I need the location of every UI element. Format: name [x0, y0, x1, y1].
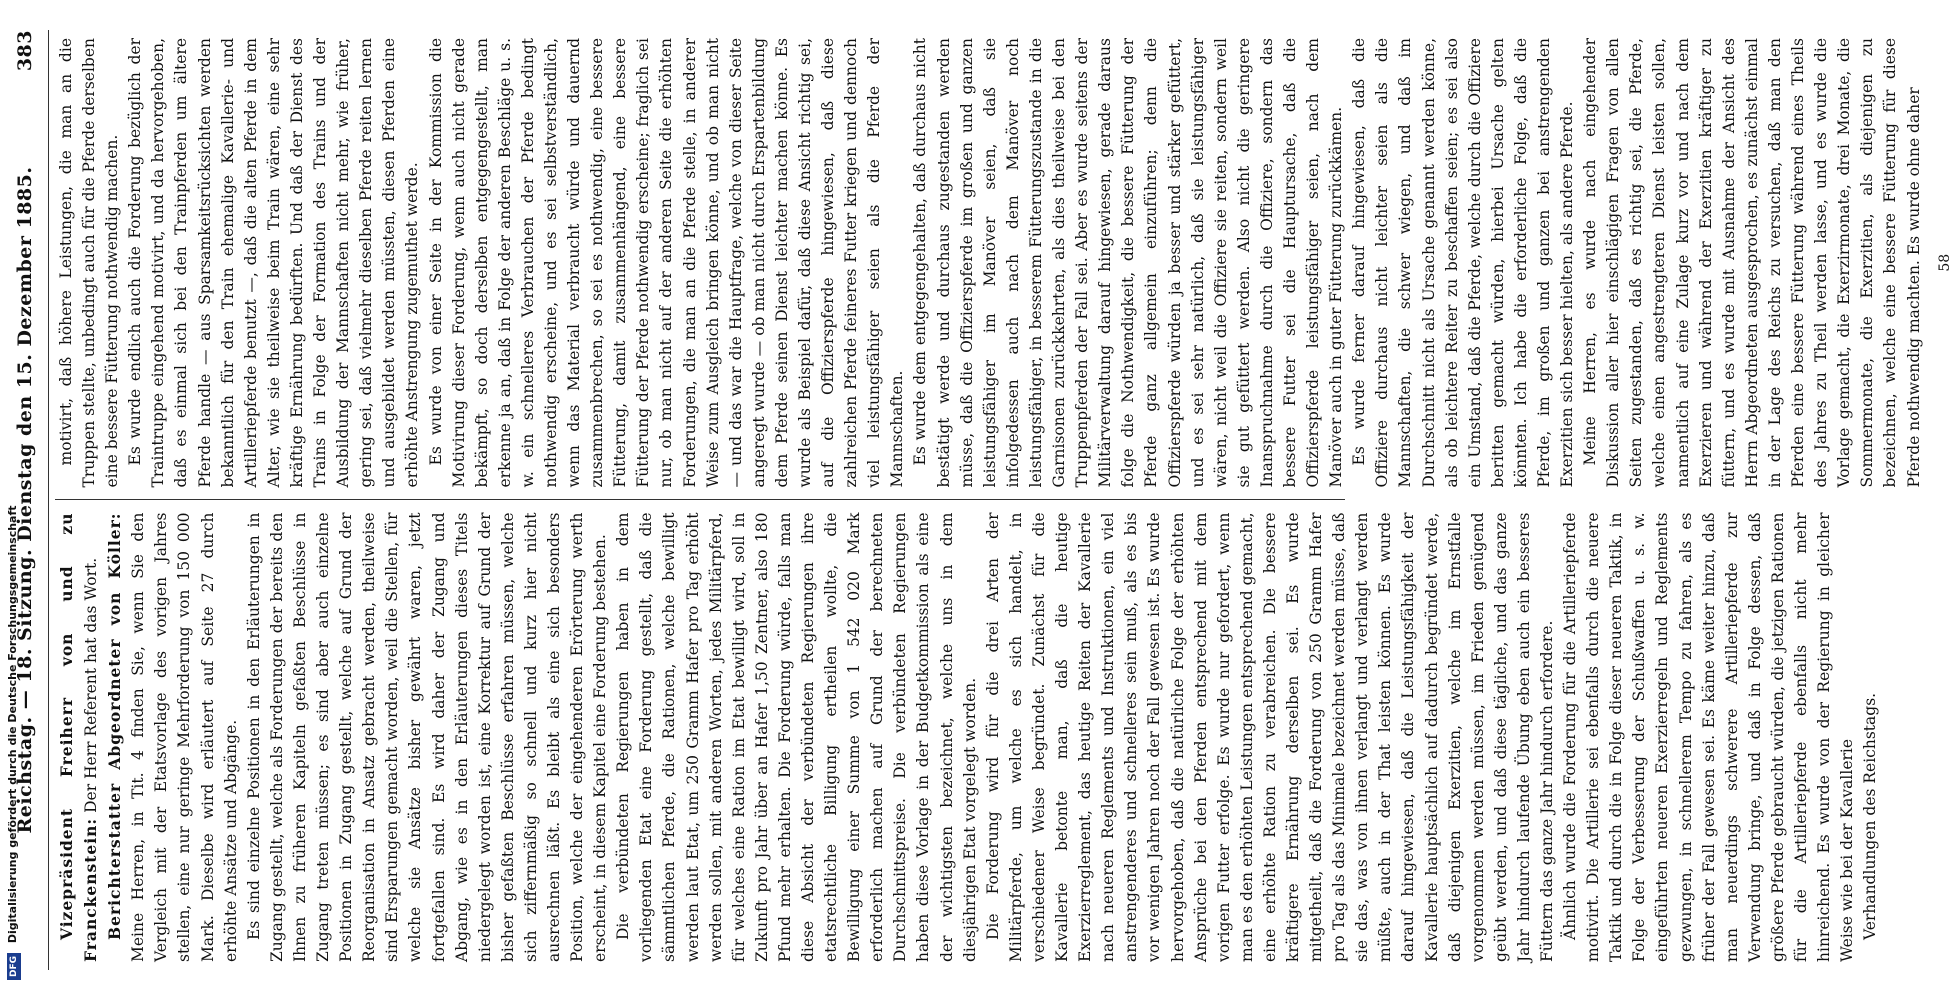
paragraph: [425, 38, 910, 488]
paragraph: [1348, 38, 1579, 488]
text-columns: [55, 30, 1953, 970]
speaker-name: Vizepräsident Freiherr von und zu Franckenstein:: [57, 512, 101, 962]
right-column: [55, 505, 1880, 971]
paragraph: [612, 513, 982, 963]
dfg-logo: DFG: [7, 953, 21, 980]
paragraph-text: Meine Herren, es wurde nach eingehender Diskussion aller hier einschlägigen Fragen von allen Seiten zugestanden, daß es richtig sei, die Pferde, welche einen angestrengteren Dienst leisten sollen, namentlich auf eine Zulage kurz vor und nach dem Exerzieren und während der Exerzitien kräftiger zu füttern, und es wurde mit Ausnahme der Ansicht des Herrn Abgeordneten ausgesprochen, es zunächst einmal in der Lage des Reichs zu versuchen, daß man den Pferden eine bessere Fütterung während eines Theils des Jahres zu Theil werden lasse, und es wurde die Vorlage gemacht, die Exerzirmonate, drei Monate, die Sommermonate, die Exerzitien, als diejenigen zu bezeichnen, welche eine bessere Fütterung für diese Pferde nothwendig machten. Es wurde ohne daher: [1581, 38, 1923, 488]
paragraph-text: Es wurde von einer Seite in der Kommission die Motivirung dieser Forderung, wenn auch nicht gerade bekämpft, so doch derselben entgegengestellt, man erkenne ja an, daß in Folge der anderen Beschläge u. s. w. ein schnelleres Verbrauchen der Pferde bedingt nothwendig erscheine, und es sei selbstverständlich, wenn das Material verbraucht würde und dauernd zusammenbrechen, so sei es nothwendig, eine bessere Fütterung, damit zusammenhängend, eine bessere Fütterung der Pferde nothwendig erscheine; fraglich sei nur, ob man nicht auf der anderen Seite die erhöhten Forderungen, die man an die Pferde stelle, in anderer Weise zum Ausgleich bringen könne, und ob man nicht — und das war die Hauptfrage, welche von dieser Seite angeregt wurde — ob man nicht durch Erspartenbildung dem Pferde seinen Dienst leichter machen könne. Es wurde als Beispiel dafür, daß diese Ansicht richtig sei, auf die Offizierspferde hingewiesen, daß diese zahlreichen Pferde feineres Futter kriegen und dennoch viel leistungsfähiger seien als die Pferde der Mannschaften.: [426, 38, 907, 488]
paragraph: [103, 513, 243, 963]
page-foot-number: 58: [1936, 253, 1953, 272]
paragraph: [982, 513, 1559, 963]
paragraph-text: Die verbündeten Regierungen haben in dem vorliegenden Etat eine Forderung gestellt, daß die sämmtlichen Pferde, die Rationen, welche bewilligt werden laut Etat, um 250 Gramm Hafer pro Tag erhöht werden sollen, mit anderen Worten, jedes Militärpferd, für welches eine Ration im Etat bewilligt wird, soll in Zukunft pro Jahr über an Hafer 1,50 Zentner, also 180 Pfund mehr erhalten. Die Forderung würde, falls man diese Absicht der verbündeten Regierungen ihre etatsrechtliche Billigung ertheilen wollte, die Bewilligung einer Summe von 1 542 020 Mark erforderlich machen auf Grund der berechneten Durchschnittspreise. Die verbündeten Regierungen haben diese Vorlage in der Budgetkommission als eine der wichtigsten bezeichnet, welche uns in dem diesjährigen Etat vorgelegt worden.: [614, 512, 979, 962]
paragraph-text: Der Herr Referent hat das Wort.: [82, 557, 101, 813]
paragraph: [243, 513, 613, 963]
paragraph-text: Es wurde ferner darauf hingewiesen, daß die Offiziere durchaus nicht leichter seien als die Mannschaften, die schwer wiegen, und daß im Durchschnitt nicht als Ursache genannt werden könne, als ob leichtere Reiter zu beschaffen seien; es sei also ein Umstand, daß die Pferde, welche durch die Offiziere beritten gemacht würden, hierbei Ursache gelten könnten. Ich habe die erforderliche Folge, daß die Pferde, im großen und ganzen bei anstrengenden Exerzitien sich besser hielten, als andere Pferde.: [1350, 38, 1577, 488]
paragraph-text: Es wurde dem entgegengehalten, daß durchaus nicht bestätigt werde und durchaus zugestanden werden müsse, daß die Offizierspferde im großen und ganzen leistungsfähiger im Manöver seien, daß sie infolgedessen auch nach dem Manöver noch leistungsfähiger, in besserem Fütterungszustande in die Garnisonen zurückkehrten, als dies theilweise bei den Truppenpferden der Fall sei. Aber es wurde seitens der Militärverwaltung darauf hingewiesen, gerade daraus folge die Nothwendigkeit, die bessere Fütterung der Pferde ganz allgemein einzuführen; denn die Offizierspferde würden ja besser und stärker gefüttert, und es sei sehr natürlich, daß sie leistungsfähiger wären, nicht weil die Offiziere sie reiten, sondern weil sie gut gefüttert werden. Also nicht die geringere Inanspruchnahme durch die Offiziere, sondern das bessere Futter sei die Hauptursache, daß die Offizierspferde leistungsfähiger seien, nach dem Manöver auch in guter Fütterung zurückkämen.: [911, 38, 1346, 488]
paragraph-text: Verhandlungen des Reichstags.: [1861, 692, 1880, 940]
paragraph-text: Es sind einzelne Positionen in den Erläuterungen in Zugang gestellt, welche als Forderungen der bereits den Ihnen zu früheren Kapiteln gefaßten Beschlüsse in Zugang treten müssen; es sind aber auch einzelne Positionen in Zugang gestellt, welche auf Grund der Reorganisation in Ansatz gebracht werden, theilweise sind Ersparungen gemacht worden, weil die Stellen, für welche sie Ansätze bisher gewährt waren, jetzt fortgefallen sind. Es wird daher der Zugang und Abgang, wie es in den Erläuterungen dieses Titels niedergelegt worden ist, eine Korrektur auf Grund der bisher gefaßten Beschlüsse erfahren müssen, welche sich ziffernmäßig so schnell und kurz hier nicht ausrechnen läßt. Es bleibt als eine sich besonders Position, welche der eingehenderen Erörterung werth erscheint, in diesem Kapitel eine Forderung bestehen.: [244, 512, 610, 962]
paragraph: [1559, 513, 1859, 963]
page-header: [14, 30, 49, 970]
paragraph: [55, 38, 124, 488]
paragraph-text: motivirt, daß höhere Leistungen, die man an die Truppen stellte, unbedingt auch für die Pferde derselben eine bessere Fütterung nothwendig machen.: [57, 38, 122, 488]
paragraph: [909, 38, 1348, 488]
paragraph: [55, 513, 103, 963]
paragraph: [1579, 38, 1925, 488]
speaker-name: Berichterstatter Abgeordneter von Köller:: [105, 512, 125, 940]
paragraph-text: Die Forderung wird für die drei Arten der Militärpferde, um welche es sich handelt, in verschiedener Weise begründet. Zunächst für die Kavallerie betonte man, daß die heutige Exerzierreglement, das heutige Reiten der Kavallerie nach neueren Reglements und Instruktionen, ein viel anstrengenderes und schnelleres sein muß, als es bis vor wenigen Jahren noch der Fall gewesen ist. Es wurde hervorgehoben, daß die natürliche Folge der erhöhten Ansprüche bei den Pferden entsprechend mit dem vorigen Futter erfolge. Es wurde nur gefordert, wenn man es den erhöhten Leistungen entsprechend gemacht, eine erhöhte Ration zu verabreichen. Die bessere kräftigere Ernährung derselben sei. Es wurde mitgetheilt, daß die Forderung von 250 Gramm Hafer pro Tag als das Minimale bezeichnet werden müsse, daß sie das, was von ihnen verlangt und verlangt werden müßte, auch in der That leisten können. Es wurde darauf hingewiesen, daß die Leistungsfähigkeit der Kavallerie hauptsächlich auf dadurch begründet werde, daß diejenigen Exerzitien, welche im Ernstfalle vorgenommen werden müssen, im Frieden genügend geübt werden, und daß diese tägliche, und das ganze Jahr hindurch laufende Übung eben auch ein besseres Füttern das ganze Jahr hindurch erfordere.: [983, 512, 1556, 962]
page-title: Reichstag. — 18. Sitzung. Dienstag den 15. Dezember 1885.: [14, 166, 36, 834]
paragraph: [1859, 513, 1882, 963]
paragraph-text: Meine Herren, in Tit. 4 finden Sie, wenn Sie den Vergleich mit der Etatsvorlage des vorigen Jahres stellen, eine nur geringe Mehrforderung von 150 000 Mark. Dieselbe wird erläutert auf Seite 27 durch erhöhte Ansätze und Abgänge.: [129, 512, 240, 962]
column-divider: [55, 500, 1345, 501]
left-column: [55, 30, 1953, 496]
page-number: 383: [14, 30, 36, 72]
paragraph-text: Ähnlich wurde die Forderung für die Artilleriepferde motivirt. Die Artillerie sei ebenfalls durch die neuere Taktik und durch die in Folge dieser neueren Taktik, in Folge der Verbesserung der Schußwaffen u. s. w. eingeführten neueren Exerzierregeln und Reglements gezwungen, in schnellerem Tempo zu fahren, als es früher der Fall gewesen sei. Es käme weiter hinzu, daß man neuerdings schwerere Artilleriepferde zur Verwendung bringe, und daß in Folge dessen, daß größere Pferde gebraucht würden, die jetzigen Rationen für die Artilleriepferde ebenfalls nicht mehr hinreichend. Es wurde von der Regierung in gleicher Weise wie bei der Kavallerie: [1561, 512, 1857, 962]
paragraph: [124, 38, 424, 488]
digitization-credit-text: Digitalisierung gefördert durch die Deutsche Forschungsgemeinschaft: [6, 505, 19, 944]
paragraph-text: Es wurde endlich auch die Forderung bezüglich der Traintruppe eingehend motivirt, und da hervorgehoben, daß es einmal sich bei den Trainpferden um ältere Pferde handle — aus Sparsamkeitsrücksichten werden bekanntlich für den Train ehemalige Kavallerie- und Artilleriepferde benutzt —, daß die alten Pferde in dem Alter, wie sie theilweise beim Train wären, eine sehr kräftige Ernährung bedürften. Und daß der Dienst des Trains in Folge der Formation des Trains und der Ausbildung der Mannschaften nicht mehr, wie früher, gering sei, daß vielmehr dieselben Pferde reiten lernen und ausgebildet werden müssten, diesen Pferden eine erhöhte Anstrengung zugemuthet werde.: [126, 38, 422, 488]
